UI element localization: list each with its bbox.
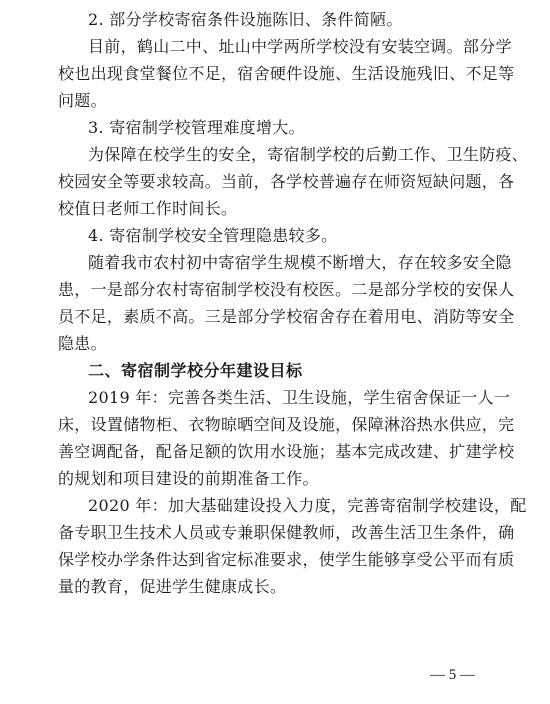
paragraph-line: 校值日老师工作时间长。 [58,199,238,218]
paragraph-line: 校也出现食堂餐位不足，宿舍硬件设施、生活设施残旧、不足等 [58,64,515,83]
goal-line: 量的教育，促进学生健康成长。 [58,577,287,596]
goal-line: 善空调配备，配备足额的饮用水设施；基本完成改建、扩建学校 [58,442,515,461]
item-heading: 2. 部分学校寄宿条件设施陈旧、条件简陋。 [88,10,403,29]
goal-line: 2019 年：完善各类生活、卫生设施，学生宿舍保证一人一 [88,388,511,407]
page-number: — 5 — [430,667,475,683]
paragraph-line: 员不足，素质不高。三是部分学校宿舍存在着用电、消防等安全 [58,307,515,326]
paragraph-line: 为保障在校学生的安全，寄宿制学校的后勤工作、卫生防疫、 [88,145,529,164]
goal-line: 保学校办学条件达到省定标准要求，使学生能够享受公平而有质 [58,550,515,569]
item-heading: 3. 寄宿制学校管理难度增大。 [88,118,305,137]
paragraph-line: 患，一是部分农村寄宿制学校没有校医。二是部分学校的安保人 [58,280,515,299]
section-heading: 二、寄宿制学校分年建设目标 [88,361,303,380]
paragraph-line: 校园安全等要求较高。当前，各学校普遍存在师资短缺问题，各 [58,172,515,191]
item-heading: 4. 寄宿制学校安全管理隐患较多。 [88,226,338,245]
paragraph-line: 随着我市农村初中寄宿学生规模不断增大，存在较多安全隐 [88,253,512,272]
paragraph-line: 隐患。 [58,334,107,353]
goal-line: 备专职卫生技术人员或专兼职保健教师，改善生活卫生条件，确 [58,523,515,542]
document-page [58,6,529,600]
goal-line: 床，设置储物柜、衣物晾晒空间及设施，保障淋浴热水供应，完 [58,415,515,434]
paragraph-line: 问题。 [58,91,107,110]
goal-line: 的规划和项目建设的前期准备工作。 [58,469,319,488]
goal-line: 2020 年：加大基础建设投入力度，完善寄宿制学校建设，配 [88,496,527,515]
paragraph-line: 目前，鹤山二中、址山中学两所学校没有安装空调。部分学 [88,37,512,56]
